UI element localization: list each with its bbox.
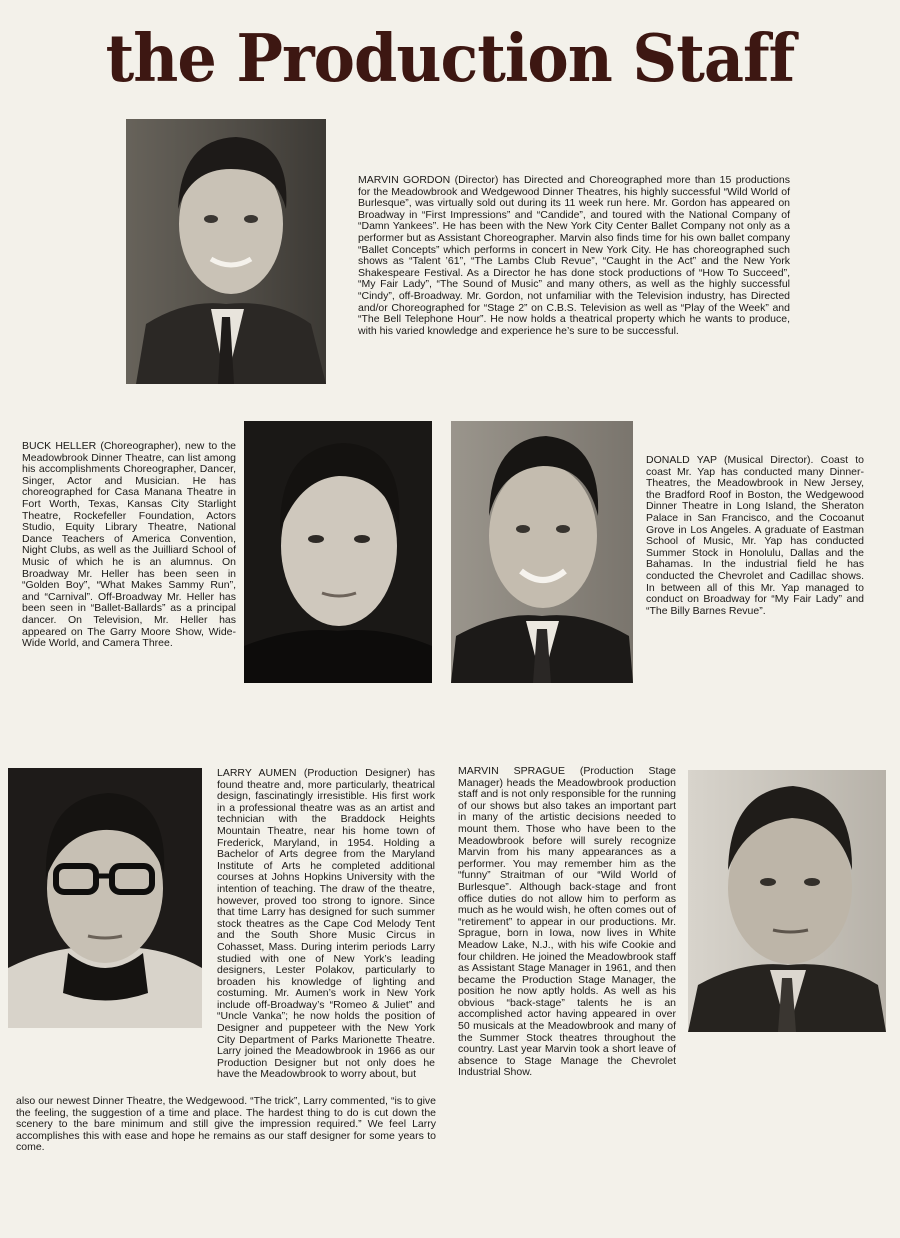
photo-larry-aumen [8,768,202,1028]
portrait-silhouette-icon [8,768,202,1028]
bio-marvin-gordon: MARVIN GORDON (Director) has Directed and Choreographed more than 15 productions for the Meadowbrook and Wedgewood Dinner Theatres, his highly successful “Wild World of Burlesque”, was virtually sold out during its 11 week run here. Mr. Gordon has appeared on Broadway in “First Impressions” and “Candide”, and toured with the National Company of “Damn Yankees”. He has been with the New York City Center Ballet Company not only as a performer but as Assistant Choreographer. Marvin also finds time for his own ballet company “Ballet Concepts” which performs in concert in New York City. He has choreographed such shows as “Talent ’61”, “The Lambs Club Revue”, “Caught in the Act” and the New York Shakespeare Festival. As a Director he has done stock productions of “How To Succeed”, “My Fair Lady”, “The Sound of Music” and many others, as well as the highly successful “Cindy”, off-Broadway. Mr. Gordon, not unfamiliar with the Television industry, has Directed and/or Choreographed for “Stage 2” on C.B.S. Television as well as “Play of the Week” and “The Bell Telephone Hour”. He now holds a theatrical property which he wants to produce, with his varied knowledge and experience he’s sure to be successful. [358,174,790,337]
portrait-silhouette-icon [451,421,633,683]
bio-larry-aumen-continued: also our newest Dinner Theatre, the Wedgewood. “The trick”, Larry commented, “is to give the feeling, the suggestion of a time and place. The hardest thing to do is cut down the scenery to the bare minimum and still give the impression required.” We feel Larry accomplishes this with ease and hope he remains as our staff designer for some years to come. [16,1095,436,1154]
portrait-silhouette-icon [126,119,326,384]
bio-marvin-sprague: MARVIN SPRAGUE (Production Stage Manager) heads the Meadowbrook production staff and is not only responsible for the running of our shows but also takes an important part in many of the artistic decisions needed to mount them. Those who have been to the Meadowbrook before will surely recognize Marvin from his many appearances as a performer. You may remember him as the “funny” Straitman of our “Wild World of Burlesque”. Although back-stage and front office duties do not allow him to perform as much as he would wish, he often comes out of “retirement” to appear in our productions. Mr. Sprague, born in Iowa, now lives in White Meadow Lake, N.J., with his wife Cookie and four children. He joined the Meadowbrook staff as Assistant Stage Manager in 1961, and then became the Production Stage Manager, the position he now aptly holds. As well as his obvious “back-stage” talents he is an accomplished actor having appeared in over 50 musicals at the Meadowbrook and many of the Summer Stock theatres throughout the country. Last year Marvin took a short leave of absence to Stage Manage the Chevrolet Industrial Show. [458,765,676,1079]
portrait-silhouette-icon [244,421,432,683]
photo-marvin-sprague [688,770,886,1032]
photo-donald-yap [451,421,633,683]
bio-larry-aumen: LARRY AUMEN (Production Designer) has found theatre and, more particularly, theatrical design, fascinatingly irresistible. His first work in a professional theatre was as an artist and technician with the Braddock Heights Mountain Theatre, near his home town of Frederick, Maryland, in 1954. Holding a Bachelor of Arts degree from the Maryland Institute of Arts he completed additional courses at Johns Hopkins University with the intention of teaching. The draw of the theatre, however, proved too strong to ignore. Since that time Larry has designed for such summer stock theatres as the Cape Cod Melody Tent and the South Shore Music Circus in Cohasset, Mass. During interim periods Larry studied with one of New York’s leading designers, Lester Polakov, particularly to broaden his knowledge of lighting and costuming. Mr. Aumen’s work in New York include off-Broadway’s “Romeo & Juliet” and “Uncle Vanka”; he now holds the position of Designer and puppeteer with the New York City Department of Parks Marionette Theatre. Larry joined the Meadowbrook in 1966 as our Production Designer but not only does he have the Meadowbrook to worry about, but [217,767,435,1081]
page-title: the Production Staff [105,20,795,97]
portrait-silhouette-icon [688,770,886,1032]
photo-marvin-gordon [126,119,326,384]
bio-donald-yap: DONALD YAP (Musical Director). Coast to coast Mr. Yap has conducted many Dinner-Theatres, the Meadowbrook in New Jersey, the Bradford Roof in Boston, the Wedgewood Dinner Theatre in Long Island, the Sheraton Palace in San Francisco, and the Cocoanut Grove in Los Angeles. A graduate of Eastman School of Music, Mr. Yap has conducted Summer Stock in Honolulu, Dallas and the Bahamas. In the industrial field he has conducted the Chevrolet and Cadillac shows. In between all of this Mr. Yap managed to conduct on Broadway for “My Fair Lady” and “The Billy Barnes Revue”. [646,454,864,617]
bio-buck-heller: BUCK HELLER (Choreographer), new to the Meadowbrook Dinner Theatre, can list among his accomplishments Choreographer, Dancer, Singer, Actor and Musician. He has choreographed for Casa Manana Theatre in Fort Worth, Texas, Kansas City Starlight Theatre, Rockefeller Foundation, Actors Studio, Equity Library Theatre, National Dance Teachers of America Convention, Night Clubs, as well as the Juilliard School of Music of which he is an alumnus. On Broadway Mr. Heller has been seen in “Golden Boy”, “What Makes Sammy Run”, and “Carnival”. Off-Broadway Mr. Heller has been seen in “Ballet-Ballards” as a principal dancer. On Television, Mr. Heller has appeared on The Garry Moore Show, Wide-Wide World, and Camera Three. [22,440,236,650]
photo-buck-heller [244,421,432,683]
